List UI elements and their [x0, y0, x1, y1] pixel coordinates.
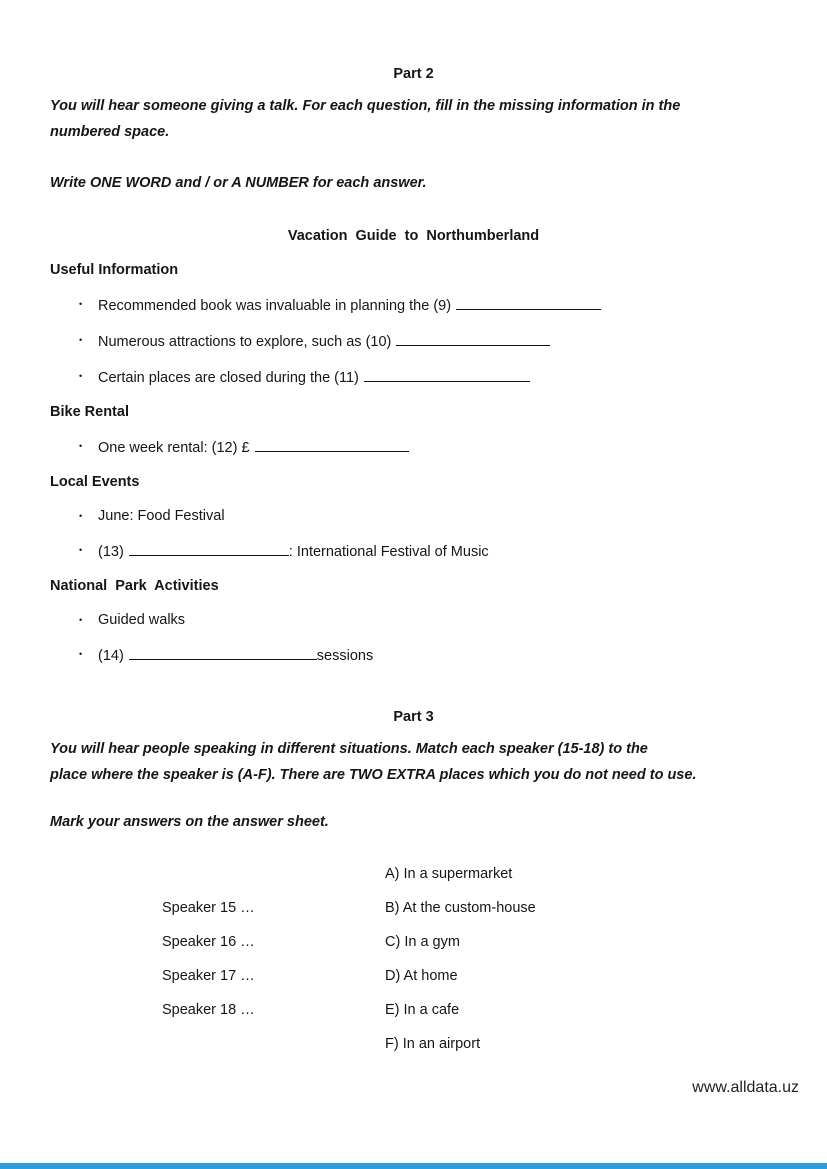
match-row-f	[50, 1036, 777, 1053]
speaker-label	[162, 866, 385, 883]
bullet-icon: •	[79, 335, 83, 345]
part3-instructions	[50, 736, 777, 788]
bullet-icon: •	[79, 511, 83, 521]
answer-blank-14	[129, 646, 317, 660]
match-row-d	[50, 968, 777, 985]
list-item-guided-walks-text: Guided walks	[98, 612, 186, 628]
list-item-june	[50, 508, 777, 525]
bullet-icon: •	[79, 615, 83, 625]
fill-item-14	[50, 646, 777, 665]
option-f-label: F) In an airport	[385, 1036, 481, 1052]
match-row-b	[50, 900, 777, 917]
write-note: Write ONE WORD and / or A NUMBER for each answer.	[50, 175, 427, 191]
section-heading-useful-information: Useful Information	[50, 262, 179, 278]
topic-title: Vacation Guide to Northumberland	[287, 228, 540, 244]
fill-item-13-num: (13)	[98, 544, 124, 560]
fill-item-9-text: Recommended book was invaluable in planning the (9)	[98, 298, 452, 314]
fill-item-11-text: Certain places are closed during the (11)	[98, 370, 359, 386]
footer-bar	[0, 1163, 827, 1169]
option-e-label: E) In a cafe	[385, 1002, 460, 1018]
match-row-c	[50, 934, 777, 951]
fill-item-13	[50, 542, 777, 561]
bullet-icon: •	[79, 299, 83, 309]
part2-instructions-line2: numbered space.	[50, 124, 170, 140]
fill-item-11	[50, 368, 777, 387]
answer-blank-13	[129, 542, 289, 556]
section-heading-bike-rental: Bike Rental	[50, 404, 129, 420]
bullet-icon: •	[79, 371, 83, 381]
part2-instructions	[50, 93, 777, 145]
match-row-a	[50, 866, 777, 883]
matching-table	[50, 866, 777, 1053]
option-c-label: C) In a gym	[385, 934, 460, 950]
speaker-16-label: Speaker 16 …	[162, 934, 255, 950]
answer-blank-11	[364, 368, 530, 382]
bullet-icon: •	[79, 649, 83, 659]
fill-item-13-text: : International Festival of Music	[288, 544, 489, 560]
match-row-e	[50, 1002, 777, 1019]
option-b-label: B) At the custom-house	[385, 900, 536, 916]
speaker-17-label: Speaker 17 …	[162, 968, 255, 984]
speaker-label	[162, 1036, 385, 1053]
fill-item-12-text: One week rental: (12) £	[98, 440, 250, 456]
mark-note: Mark your answers on the answer sheet.	[50, 814, 329, 830]
fill-item-14-text: sessions	[316, 648, 374, 664]
fill-item-9	[50, 296, 777, 315]
bullet-icon: •	[79, 441, 83, 451]
option-a-label: A) In a supermarket	[385, 866, 513, 882]
section-heading-national-park-activities: National Park Activities	[50, 578, 219, 594]
list-item-guided-walks	[50, 612, 777, 629]
part3-instructions-line1: You will hear people speaking in different situations. Match each speaker (15-18) to the	[50, 741, 648, 757]
fill-item-12	[50, 438, 777, 457]
answer-blank-10	[396, 332, 550, 346]
part3-instructions-line2: place where the speaker is (A-F). There are TWO EXTRA places which you do not need to use.	[50, 767, 697, 783]
fill-item-10	[50, 332, 777, 351]
answer-blank-9	[456, 296, 601, 310]
speaker-18-label: Speaker 18 …	[162, 1002, 255, 1018]
footer-url: www.alldata.uz	[692, 1079, 799, 1096]
part3-title: Part 3	[393, 709, 434, 725]
answer-blank-12	[255, 438, 409, 452]
section-heading-local-events: Local Events	[50, 474, 140, 490]
fill-item-14-num: (14)	[98, 648, 124, 664]
option-d-label: D) At home	[385, 968, 458, 984]
bullet-icon: •	[79, 545, 83, 555]
list-item-june-text: June: Food Festival	[98, 508, 225, 524]
part2-instructions-line1: You will hear someone giving a talk. For each question, fill in the missing information in the	[50, 98, 681, 114]
speaker-15-label: Speaker 15 …	[162, 900, 255, 916]
part2-title: Part 2	[393, 66, 434, 82]
fill-item-10-text: Numerous attractions to explore, such as (10)	[98, 334, 392, 350]
